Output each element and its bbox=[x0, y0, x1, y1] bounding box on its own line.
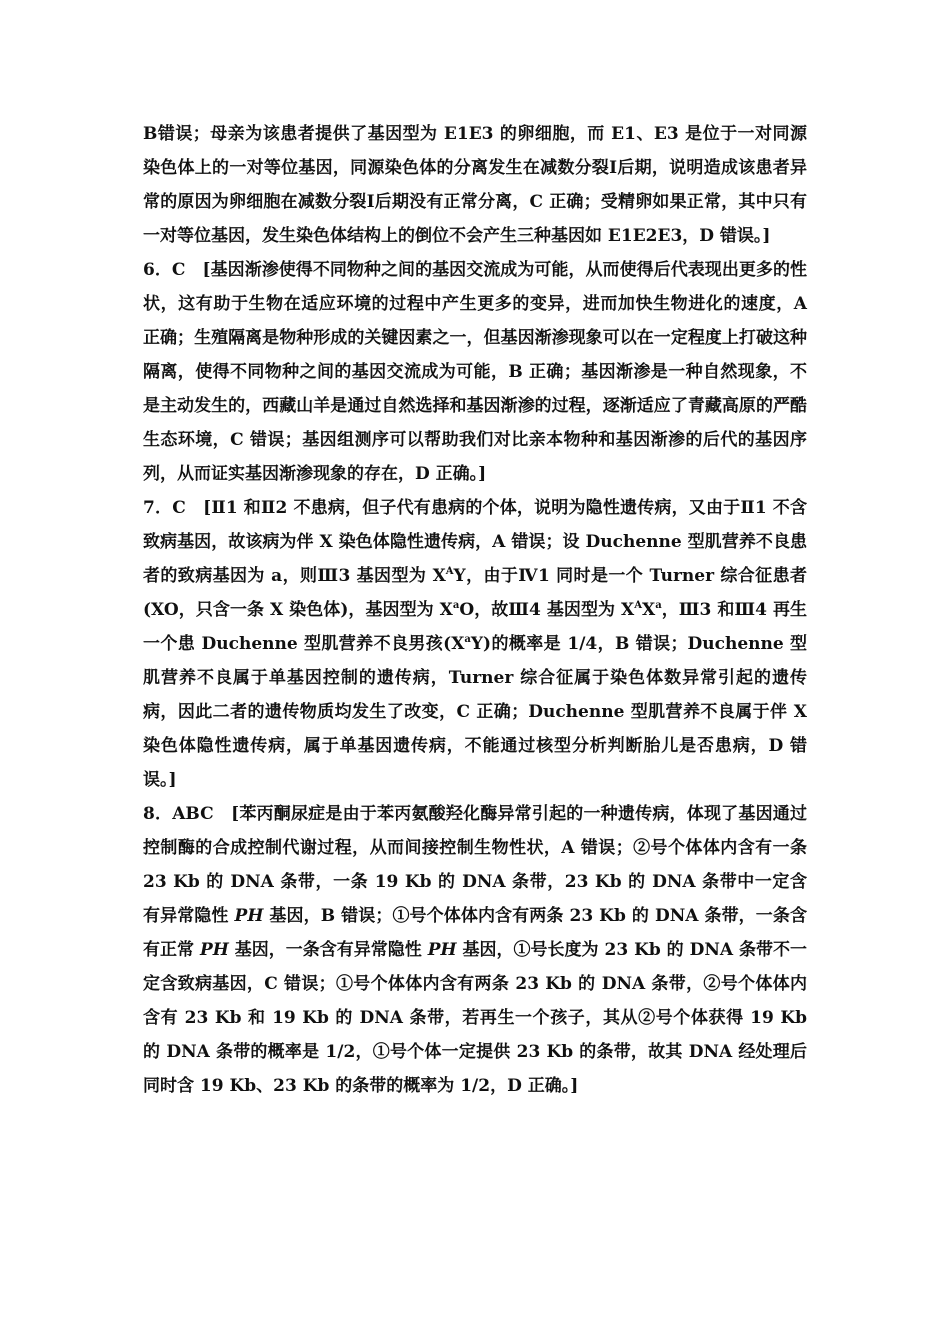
answer-7-text: 7．C [Ⅱ1 和Ⅱ2 不患病，但子代有患病的个体，说明为隐性遗传病，又由于Ⅱ1 不含致病基因，故该病为伴 X 染色体隐性遗传病，A 错误；设 Duchenne 型肌营养不良患者的致病基因为 a，则Ⅲ3 基因型为 X bbox=[143, 498, 807, 586]
superscript: a bbox=[655, 600, 662, 611]
answer-7-text: Y，由于Ⅳ1 同时是一个 Turner 综合征患者(XO，只含一条 X 染色体)，基因型为 X bbox=[143, 566, 807, 620]
superscript: A bbox=[634, 600, 642, 611]
answer-8-text: 基因，B 错误；①号个体体内含有两条 23 Kb 的 DNA 条带，一条含有正常 bbox=[143, 906, 807, 960]
superscript: a bbox=[464, 634, 471, 645]
answer-7-text: Y)的概率是 1/4，B 错误；Duchenne 型肌营养不良属于单基因控制的遗传病，Turner 综合征属于染色体数异常引起的遗传病，因此二者的遗传物质均发生了改变，C 正确；Duchenne 型肌营养不良属于伴 X 染色体隐性遗传病，属于单基因遗传病，不能通过核型分析判断胎儿是否患病，D 错误。] bbox=[143, 634, 807, 790]
answer-8-text: 8．ABC [苯丙酮尿症是由于苯丙氨酸羟化酶异常引起的一种遗传病，体现了基因通过控制酶的合成控制代谢过程，从而间接控制生物性状，A 错误；②号个体体内含有一条 23 Kb 的 DNA 条带，一条 19 Kb 的 DNA 条带，23 Kb 的 DNA 条带中一定含有异常隐性 bbox=[143, 804, 807, 926]
answer-7 bbox=[143, 491, 807, 797]
answer-8-text: 基因，①号长度为 23 Kb 的 DNA 条带不一定含致病基因，C 错误；①号个体体内含有两条 23 Kb 的 DNA 条带，②号个体体内含有 23 Kb 和 19 Kb 的 DNA 条带，若再生一个孩子，其从②号个体获得 19 Kb 的 DNA 条带的概率是 1/2，①号个体一定提供 23 Kb 的条带，故其 DNA 经处理后同时含 19 Kb、23 Kb 的条带的概率为 1/2，D 正确。] bbox=[143, 940, 807, 1096]
answer-5-continuation: B错误；母亲为该患者提供了基因型为 E1E3 的卵细胞，而 E1、E3 是位于一对同源染色体上的一对等位基因，同源染色体的分离发生在减数分裂Ⅰ后期，说明造成该患者异常的原因为卵细胞在减数分裂Ⅰ后期没有正常分离，C 正确；受精卵如果正常，其中只有一对等位基因，发生染色体结构上的倒位不会产生三种基因如 E1E2E3，D 错误。] bbox=[143, 124, 807, 246]
gene-symbol: PH bbox=[234, 906, 264, 926]
answer-8-text: 基因，一条含有异常隐性 bbox=[228, 940, 428, 960]
gene-symbol: PH bbox=[427, 940, 457, 960]
answer-7-text: X bbox=[642, 600, 656, 620]
superscript: a bbox=[452, 600, 460, 611]
answer-6: 6．C [基因渐渗使得不同物种之间的基因交流成为可能，从而使得后代表现出更多的性状，这有助于生物在适应环境的过程中产生更多的变异，进而加快生物进化的速度，A 正确；生殖隔离是物种形成的关键因素之一，但基因渐渗现象可以在一定程度上打破这种隔离，使得不同物种之间的基因交流成为可能，B 正确；基因渐渗是一种自然现象，不是主动发生的，西藏山羊是通过自然选择和基因渐渗的过程，逐渐适应了青藏高原的严酷生态环境，C 错误；基因组测序可以帮助我们对比亲本物种和基因渐渗的后代的基因序列，从而证实基因渐渗现象的存在，D 正确。] bbox=[143, 260, 807, 484]
answer-7-text: ，Ⅲ3 和Ⅲ4 再生一个患 Duchenne 型肌营养不良男孩(X bbox=[143, 600, 807, 654]
superscript: A bbox=[445, 566, 454, 577]
answer-8 bbox=[143, 797, 807, 1103]
gene-symbol: PH bbox=[199, 940, 229, 960]
answer-text-block bbox=[143, 117, 807, 1103]
answer-7-text: O，故Ⅲ4 基因型为 X bbox=[459, 600, 635, 620]
